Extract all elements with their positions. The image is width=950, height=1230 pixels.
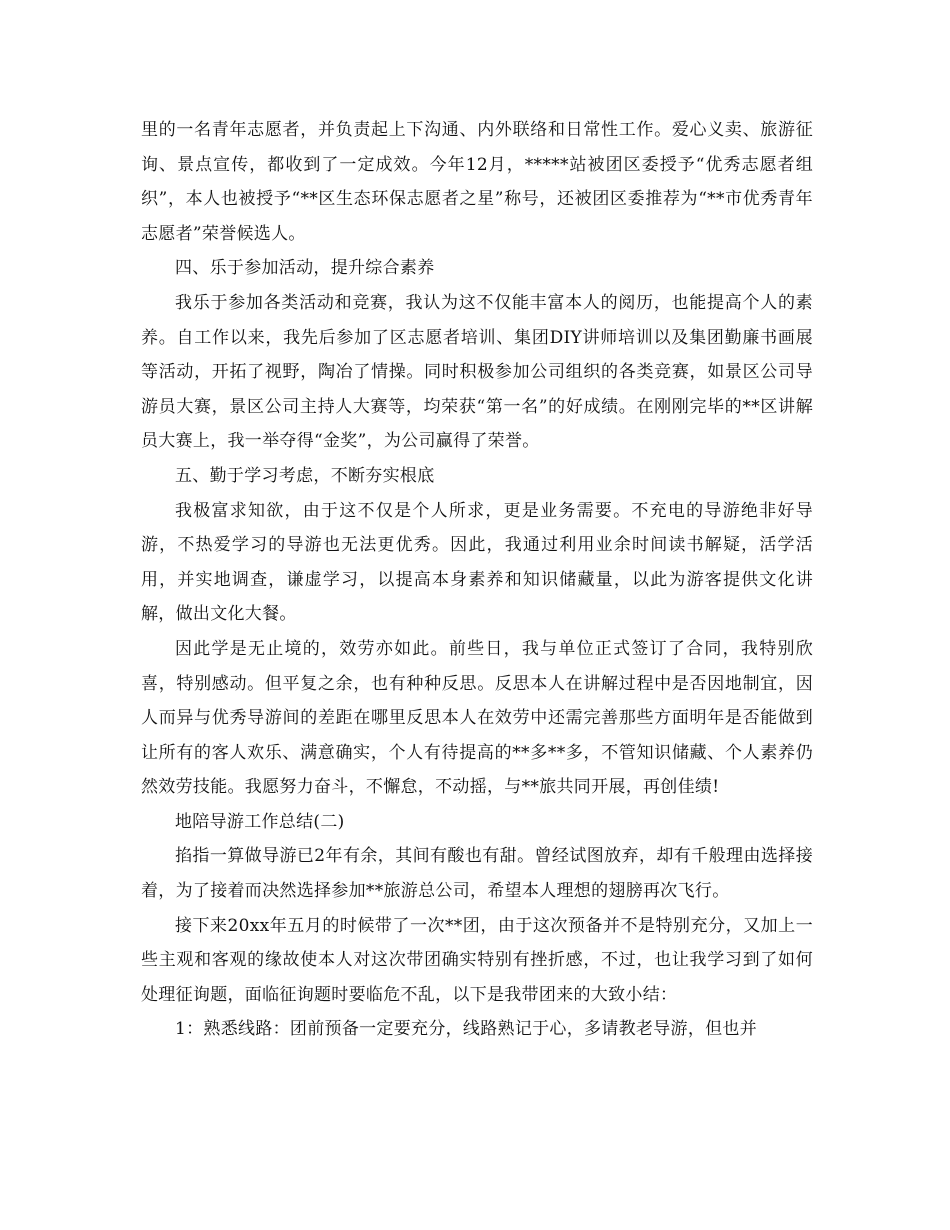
paragraph-learning: 我极富求知欲，由于这不仅是个人所求，更是业务需要。不充电的导游绝非好导游，不热爱学习的导游也无法更优秀。因此，我通过利用业余时间读书解疑，活学活用，并实地调查，谦虚学习，以提高本身素养和知识储藏量，以此为游客提供文化讲解，做出文化大餐。 xyxy=(141,500,813,625)
paragraph-intro: 掐指一算做导游已2年有余，其间有酸也有甜。曾经试图放弃，却有千般理由选择接着，为了接着而决然选择参加**旅游总公司，希望本人理想的翅膀再次飞行。 xyxy=(141,846,813,902)
paragraph-activities: 我乐于参加各类活动和竞赛，我认为这不仅能丰富本人的阅历，也能提高个人的素养。自工作以来，我先后参加了区志愿者培训、集团DIY讲师培训以及集团勤廉书画展等活动，开拓了视野，陶冶了情操。同时积极参加公司组织的各类竞赛，如景区公司导游员大赛，景区公司主持人大赛等，均荣获“第一名”的好成绩。在刚刚完毕的**区讲解员大赛上，我一举夺得“金奖”，为公司赢得了荣誉。 xyxy=(141,292,813,452)
document-body xyxy=(141,113,813,1047)
paragraph-continuation: 里的一名青年志愿者，并负责起上下沟通、内外联络和日常性工作。爱心义卖、旅游征询、景点宣传，都收到了一定成效。今年12月，*****站被团区委授予“优秀志愿者组织”，本人也被授予“**区生态环保志愿者之星”称号，还被团区委推荐为“**市优秀青年志愿者”荣誉候选人。 xyxy=(141,120,813,244)
section-title-summary-two: 地陪导游工作总结(二) xyxy=(175,811,345,832)
paragraph-reflection: 因此学是无止境的，效劳亦如此。前些日，我与单位正式签订了合同，我特别欣喜，特别感动。但平复之余，也有种种反思。反思本人在讲解过程中是否因地制宜，因人而异与优秀导游间的差距在哪里反思本人在效劳中还需完善那些方面明年是否能做到让所有的客人欢乐、满意确实，个人有待提高的**多**多，不管知识储藏、个人素养仍然效劳技能。我愿努力奋斗，不懈怠，不动摇，与**旅共同开展，再创佳绩! xyxy=(141,638,813,798)
section-heading-four: 四、乐于参加活动，提升综合素养 xyxy=(175,258,435,279)
paragraph-point-one: 1：熟悉线路：团前预备一定要充分，线路熟记于心，多请教老导游，但也并 xyxy=(175,1019,758,1040)
paragraph-tour-experience: 接下来20xx年五月的时候带了一次**团，由于这次预备并不是特别充分，又加上一些主观和客观的缘故使本人对这次带团确实特别有挫折感，不过，也让我学习到了如何处理征询题，面临征询题时要临危不乱，以下是我带团来的大致小结： xyxy=(141,915,813,1005)
section-heading-five: 五、勤于学习考虑，不断夯实根底 xyxy=(175,465,435,486)
